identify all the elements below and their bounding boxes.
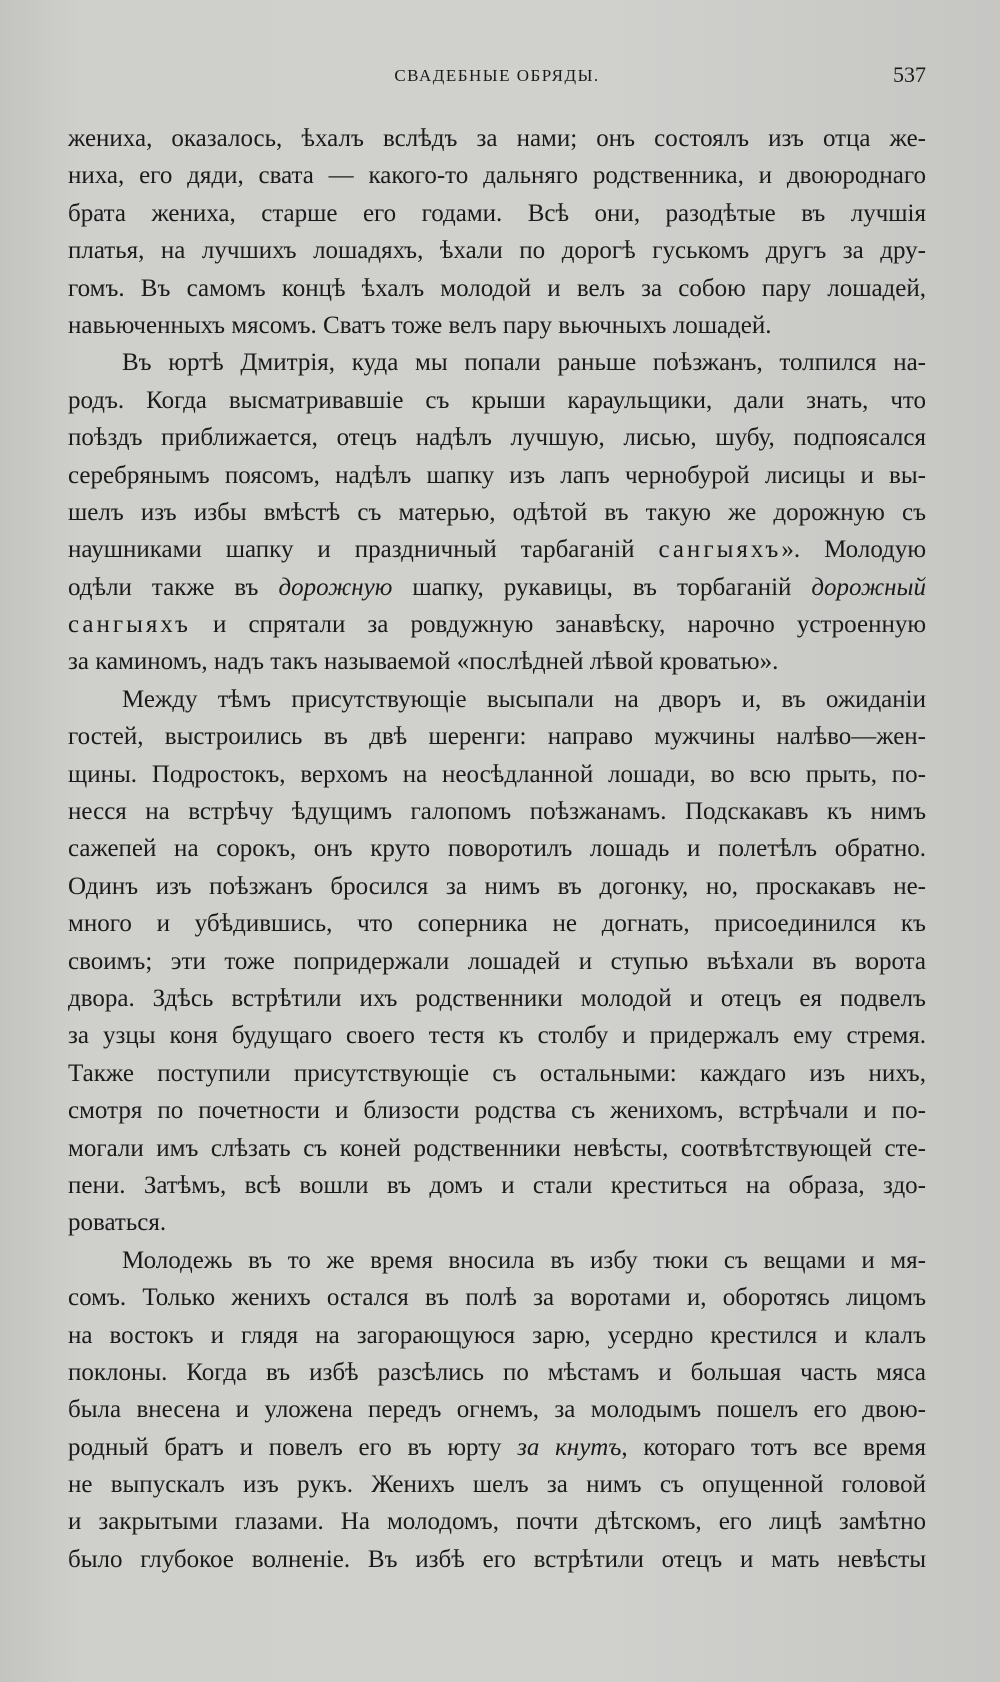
text-segment: навьюченныхъ мясомъ. Сватъ тоже велъ пару вьючныхъ лошадей.: [68, 311, 772, 339]
text-line: [68, 1130, 926, 1167]
text-line: [68, 195, 926, 232]
text-line: [68, 868, 926, 905]
text-line: [68, 232, 926, 269]
text-line: [68, 569, 926, 606]
body-text: [68, 120, 926, 1578]
text-line: [68, 1391, 926, 1428]
text-segment: платья, на лучшихъ лошадяхъ, ѣхали по дорогѣ гуськомъ другъ за дру-: [68, 237, 926, 265]
text-line: [68, 1317, 926, 1354]
text-segment: смотря по почетности и близости родства съ женихомъ, встрѣчали и по-: [68, 1097, 926, 1125]
text-line: [68, 419, 926, 456]
spaced-word: сангыяхъ: [658, 536, 782, 564]
text-segment: за узцы коня будущаго своего тестя къ столбу и придержалъ ему стремя.: [68, 1022, 926, 1050]
text-line: [68, 1541, 926, 1578]
text-segment: поклоны. Когда въ избѣ разсѣлись по мѣстамъ и большая часть мяса: [68, 1358, 926, 1386]
text-line: [68, 270, 926, 307]
text-segment: и закрытыми глазами. На молодомъ, почти дѣтскомъ, его лицѣ замѣтно: [68, 1508, 926, 1536]
text-line: [68, 793, 926, 830]
text-line: [68, 1092, 926, 1129]
text-line: [68, 718, 926, 755]
text-segment: Одинъ изъ поѣзжанъ бросился за нимъ въ догонку, но, проскакавъ не-: [68, 872, 926, 900]
text-line: [68, 905, 926, 942]
text-line: [68, 307, 926, 344]
text-segment: своимъ; эти тоже попридержали лошадей и ступью въѣхали въ ворота: [68, 947, 926, 975]
text-line: [68, 344, 926, 381]
text-line: [68, 494, 926, 531]
text-line: [68, 1354, 926, 1391]
text-segment: ». Молодую: [781, 536, 926, 564]
running-title: СВАДЕБНЫЕ ОБРЯДЫ.: [394, 66, 600, 85]
text-segment: Молодежь въ то же время вносила въ избу тюки съ вещами и мя-: [122, 1246, 926, 1274]
italic-word: дорожный: [811, 573, 926, 601]
text-segment: Также поступили присутствующіе съ остальными: каждаго изъ нихъ,: [68, 1059, 926, 1087]
text-segment: сажепей на сорокъ, онъ круто поворотилъ лошадь и полетѣлъ обратно.: [68, 835, 926, 863]
text-line: [68, 1204, 926, 1241]
text-line: [68, 830, 926, 867]
text-segment: было глубокое волненіе. Въ избѣ его встрѣтили отецъ и мать невѣсты: [68, 1545, 926, 1573]
italic-word: дорожную: [278, 573, 393, 601]
text-line: [68, 756, 926, 793]
text-line: [68, 531, 926, 568]
text-segment: роваться.: [68, 1209, 167, 1237]
text-line: [68, 1279, 926, 1316]
text-segment: не выпускалъ изъ рукъ. Женихъ шелъ за нимъ съ опущенной головой: [68, 1471, 926, 1499]
text-line: [68, 943, 926, 980]
text-line: [68, 1055, 926, 1092]
page-number: 537: [893, 62, 926, 87]
text-segment: щины. Подростокъ, верхомъ на неосѣдланной лошади, во всю прыть, по-: [68, 760, 926, 788]
text-segment: гостей, выстроились въ двѣ шеренги: направо мужчины налѣво—жен-: [68, 723, 926, 751]
text-segment: жениха, оказалось, ѣхалъ вслѣдъ за нами; онъ состоялъ изъ отца же-: [68, 125, 926, 152]
text-line: [68, 1503, 926, 1540]
spaced-word: сангыяхъ: [68, 611, 191, 639]
text-segment: Въ юртѣ Дмитрія, куда мы попали раньше поѣзжанъ, толпился на-: [122, 349, 926, 377]
text-line: [68, 457, 926, 494]
page-header: [68, 62, 926, 92]
text-segment: одѣли также въ: [68, 573, 279, 601]
text-segment: родный братъ и повелъ его въ юрту: [68, 1433, 518, 1461]
text-line: [68, 382, 926, 419]
text-segment: пени. Затѣмъ, всѣ вошли въ домъ и стали креститься на образа, здо-: [68, 1171, 926, 1199]
text-segment: , котораго тотъ все время: [621, 1433, 926, 1461]
text-segment: серебрянымъ поясомъ, надѣлъ шапку изъ лапъ чернобурой лисицы и вы-: [68, 461, 926, 489]
text-line: [68, 681, 926, 718]
text-segment: гомъ. Въ самомъ концѣ ѣхалъ молодой и велъ за собою пару лошадей,: [68, 274, 926, 302]
italic-word: за кнутъ: [517, 1433, 622, 1461]
text-segment: родъ. Когда высматривавшіе съ крыши караульщики, дали знать, что: [68, 386, 926, 414]
text-segment: ниха, его дяди, свата — какого-то дальняго родственника, и двоюроднаго: [68, 162, 926, 190]
text-segment: поѣздъ приближается, отецъ надѣлъ лучшую, лисью, шубу, подпоясался: [68, 424, 926, 452]
text-segment: за каминомъ, надъ такъ называемой «послѣдней лѣвой кроватью».: [68, 648, 779, 676]
text-segment: брата жениха, старше его годами. Всѣ они, разодѣтые въ лучшія: [68, 199, 926, 227]
text-line: [68, 1429, 926, 1466]
text-line: [68, 1466, 926, 1503]
text-line: [68, 980, 926, 1017]
text-segment: могали имъ слѣзать съ коней родственники невѣсты, соотвѣтствующей сте-: [68, 1134, 926, 1162]
text-segment: и спрятали за ровдужную занавѣску, нарочно устроенную: [190, 611, 926, 639]
text-segment: двора. Здѣсь встрѣтили ихъ родственники молодой и отецъ ея подвелъ: [68, 984, 926, 1012]
text-segment: наушниками шапку и праздничный тарбаганій: [68, 536, 659, 564]
text-segment: шапку, рукавицы, въ торбаганій: [392, 573, 812, 601]
text-line: [68, 606, 926, 643]
text-line: [68, 120, 926, 157]
text-line: [68, 157, 926, 194]
text-segment: Между тѣмъ присутствующіе высыпали на дворъ и, въ ожиданіи: [122, 685, 926, 713]
text-line: [68, 643, 926, 680]
text-segment: шелъ изъ избы вмѣстѣ съ матерью, одѣтой въ такую же дорожную съ: [68, 498, 926, 526]
text-line: [68, 1242, 926, 1279]
text-segment: много и убѣдившись, что соперника не догнать, присоединился къ: [68, 910, 926, 938]
text-segment: была внесена и уложена передъ огнемъ, за молодымъ пошелъ его двою-: [68, 1396, 926, 1424]
text-segment: сомъ. Только женихъ остался въ полѣ за воротами и, оборотясь лицомъ: [68, 1284, 926, 1312]
text-segment: несся на встрѣчу ѣдущимъ галопомъ поѣзжанамъ. Подскакавъ къ нимъ: [68, 798, 926, 826]
text-line: [68, 1017, 926, 1054]
text-line: [68, 1167, 926, 1204]
text-segment: на востокъ и глядя на загорающуюся зарю, усердно крестился и клалъ: [68, 1321, 926, 1349]
